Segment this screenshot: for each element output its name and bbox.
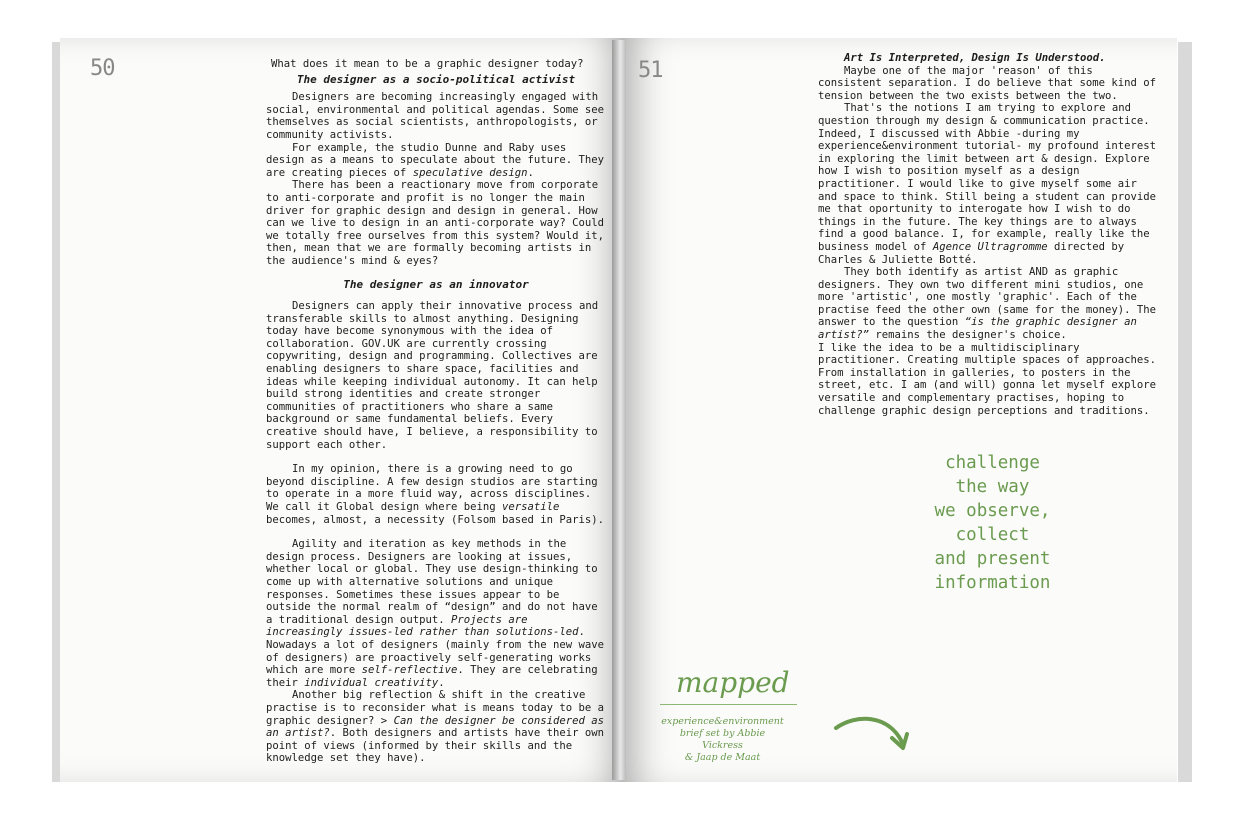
paragraph: That's the notions I am trying to explore and question through my design & communication practice. Indeed, I discussed with Abbie -during my experience&environment tutorial- my profound interest in exploring the limit between art & design. Explore how I wish to position myself as a design practitioner. I would like to give myself some air and space to think. Still being a student can provide me that oportunity to interogate how I wish to do things in the future. The key things are to always find a good balance. I, for example, really like the business model of Agence Ultragromme directed by Charles & Juliette Botté.	[818, 102, 1157, 266]
quote-line: challenge	[945, 453, 1040, 473]
intro-question: What does it mean to be a graphic designer today?	[271, 58, 584, 70]
paragraph: There has been a reactionary move from corporate to anti-corporate and profit is no longer the main driver for graphic design and design in general. How can we live to design in an anti-corporate way? Could we totally free ourselves from this system? Would it, then, mean that we are formally becoming artists in the audience's mind & eyes?	[266, 179, 605, 267]
heading-innovator: The designer as an innovator	[343, 277, 529, 291]
page-number-left: 50	[90, 56, 115, 81]
paragraph: Designers are becoming increasingly engaged with social, environmental and political agendas. Some see themselves as social scientists, anthropologists, or community activists.	[266, 91, 605, 141]
mapped-subtitle-line: experience&environment	[661, 716, 784, 727]
book-edge-right	[1178, 42, 1192, 782]
paragraph: Maybe one of the major 'reason' of this consistent separation. I do believe that some kind of tension between the two exists between the two.	[818, 64, 1157, 102]
paragraph: They both identify as artist AND as graphic designers. They own two different mini studios, one more 'artistic', one mostly 'graphic'. Each of the practise feed the other own (same for the money). The answer to the question “is the graphic designer an artist?” remains the designer's choice.	[818, 266, 1157, 342]
mapped-subtitle-line: brief set by Abbie Vickress	[679, 728, 766, 751]
paragraph: For example, the studio Dunne and Raby uses design as a means to speculate about the future. They are creating pieces of speculative design.	[266, 141, 605, 179]
paragraph: I like the idea to be a multidisciplinary practitioner. Creating multiple spaces of approaches. From installation in galleries, to posters in the street, etc. I am (and will) gonna let myself explore versatile and complementary practises, hoping to challenge graphic design perceptions and traditions.	[818, 341, 1157, 417]
paragraph: Another big reflection & shift in the creative practise is to reconsider what is means today to be a graphic designer? > Can the designer be considered as an artist?. Both designers and artists have their own point of views (informed by their skills and the knowledge set they have).	[266, 689, 605, 765]
quote-line: information	[934, 573, 1051, 593]
paragraph: In my opinion, there is a growing need to go beyond discipline. A few design studios are starting to operate in a more fluid way, across disciplines. We call it Global design where being versatile becomes, almost, a necessity (Folsom based in Paris).	[266, 463, 605, 526]
quote-line: collect	[955, 525, 1030, 545]
mapped-subtitle	[660, 716, 785, 764]
page-number-right: 51	[638, 58, 663, 83]
paragraph: Agility and iteration as key methods in the design process. Designers are looking at issues, whether local or global. They use design-thinking to come up with alternative solutions and unique responses. Sometimes these issues appear to be outside the normal realm of “design” and do not have a traditional design output. Projects are increasingly issues-led rather than solutions-led. Nowadays a lot of designers (mainly from the new wave of designers) are proactively self-generating works which are more self-reflective. They are celebrating their individual creativity.	[266, 538, 605, 689]
mapped-logo-title: mapped	[676, 666, 790, 699]
left-text-column	[266, 58, 606, 765]
quote-line: and present	[934, 549, 1051, 569]
mapped-divider	[660, 704, 797, 705]
paragraph: Designers can apply their innovative process and transferable skills to almost anything. Designing today have become synonymous with the idea of collaboration. GOV.UK are currently crossing copywriting, design and programming. Collectives are enabling designers to share space, facilities and ideas while keeping individual autonomy. It can help build strong identities and create stronger communities of practitioners who share a same background or same fundamental beliefs. Every creative should have, I believe, a responsibility to support each other.	[266, 300, 599, 451]
quote-line: the way	[955, 477, 1030, 497]
pull-quote	[905, 451, 1080, 595]
right-text-column	[818, 52, 1160, 417]
heading-art-design: Art Is Interpreted, Design Is Understood.	[844, 52, 1106, 64]
book-gutter	[612, 40, 626, 780]
heading-activist: The designer as a socio-political activist	[296, 72, 576, 86]
quote-line: we observe,	[934, 501, 1051, 521]
mapped-subtitle-line: & Jaap de Maat	[684, 752, 761, 763]
curved-arrow-icon	[832, 712, 912, 754]
